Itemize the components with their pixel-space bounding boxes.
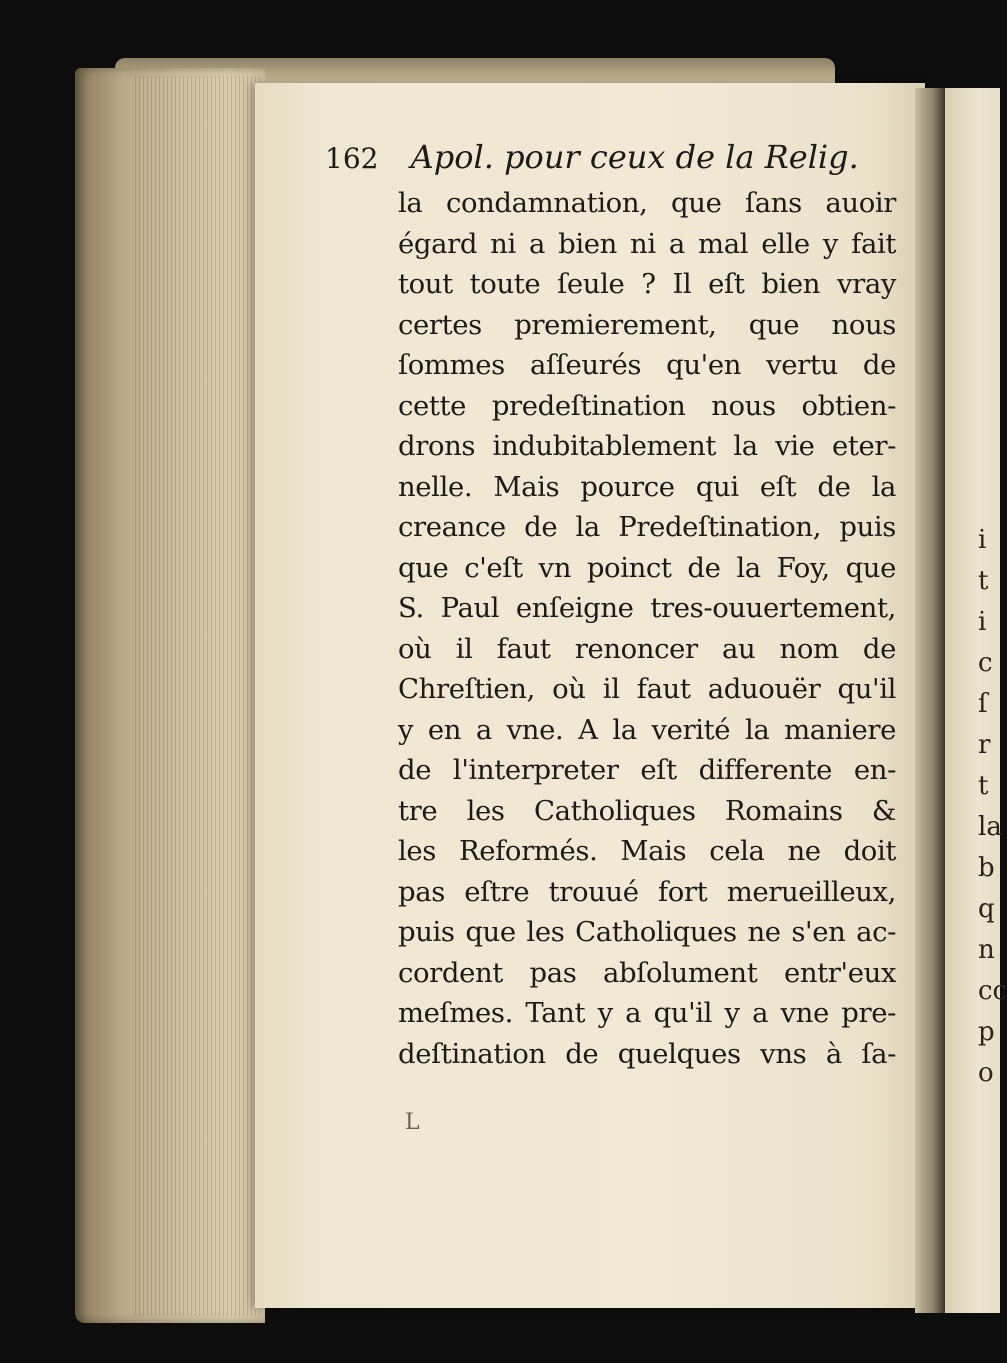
- facing-letter: p: [978, 1017, 995, 1047]
- text-line: Chreſtien, où il faut aduouër qu'il: [398, 673, 896, 705]
- facing-letter: la: [978, 812, 1002, 842]
- text-line: y en a vne. A la verité la maniere: [398, 713, 896, 746]
- facing-letter: o: [978, 1058, 994, 1088]
- facing-letter: q: [978, 894, 995, 924]
- text-line: la condamnation, que ſans auoir: [398, 187, 896, 219]
- text-line: où il faut renoncer au nom de: [398, 632, 896, 665]
- facing-letter: r: [978, 730, 991, 760]
- page-block-leaves: [135, 76, 260, 1316]
- facing-page-fragment: [978, 520, 1007, 1094]
- facing-letter: i: [978, 607, 987, 637]
- text-line: tre les Catholiques Romains &: [398, 794, 896, 827]
- text-line: certes premierement, que nous: [398, 308, 896, 341]
- text-line: de l'interpreter eſt differente en-: [398, 754, 896, 786]
- facing-letter: t: [978, 566, 989, 596]
- page-body-text: [398, 183, 896, 1074]
- text-line: puis que les Catholiques ne s'en ac-: [398, 916, 896, 948]
- text-line: cordent pas abſolument entr'eux: [398, 956, 896, 989]
- running-header: [325, 138, 885, 188]
- gutter: [915, 88, 945, 1313]
- text-line: meſmes. Tant y a qu'il y a vne pre-: [398, 997, 896, 1029]
- facing-letter: c: [978, 648, 993, 678]
- text-line: pas eſtre trouué fort merueilleux,: [398, 875, 896, 908]
- facing-letter: ſ: [978, 689, 988, 719]
- text-line: tout toute ſeule ? Il eſt bien vray: [398, 268, 896, 300]
- facing-letter: b: [978, 853, 995, 883]
- facing-letter: t: [978, 771, 989, 801]
- facing-letter: n: [978, 935, 995, 965]
- text-line: ſommes aſſeurés qu'en vertu de: [398, 349, 896, 381]
- text-line: deſtination de quelques vns à ſa-: [398, 1037, 896, 1070]
- text-line: que c'eſt vn poinct de la Foy, que: [398, 551, 896, 584]
- text-line: les Reformés. Mais cela ne doit: [398, 835, 896, 867]
- text-line: nelle. Mais pource qui eſt de la: [398, 470, 896, 503]
- text-line: égard ni a bien ni a mal elle y fait: [398, 227, 896, 260]
- page-number: 162: [325, 142, 379, 175]
- facing-letter: i: [978, 525, 987, 555]
- text-line: creance de la Predeſtination, puis: [398, 511, 896, 543]
- running-head-title: Apol. pour ceux de la Relig.: [410, 138, 859, 176]
- text-line: S. Paul enſeigne tres-ouuertement,: [398, 592, 896, 624]
- text-line: drons indubitablement la vie eter-: [398, 430, 896, 462]
- catchword: L: [405, 1110, 420, 1135]
- facing-letter: cc: [978, 976, 1007, 1006]
- text-line: cette predeſtination nous obtien-: [398, 389, 896, 422]
